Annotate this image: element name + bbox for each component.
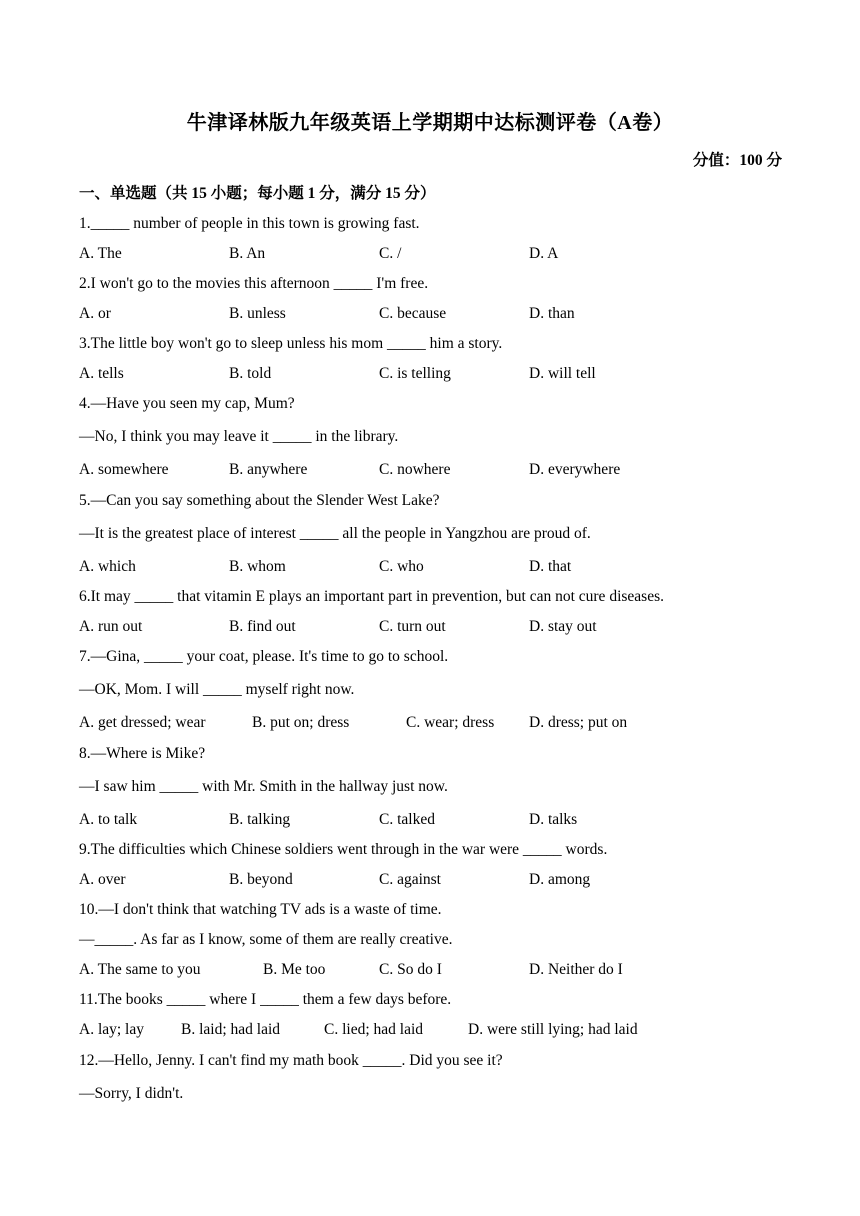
option-c: C. / [379, 245, 402, 262]
question-4-options [79, 458, 779, 489]
option-d: D. will tell [529, 365, 596, 382]
option-a: A. run out [79, 618, 143, 635]
option-a: A. or [79, 305, 111, 322]
question-12-stem-reply: —Sorry, I didn't. [79, 1085, 184, 1102]
option-a: A. tells [79, 365, 124, 382]
question-8-stem-reply: —I saw him _____ with Mr. Smith in the hallway just now. [79, 778, 448, 795]
option-a: A. lay; lay [79, 1021, 144, 1038]
option-b: B. An [229, 245, 266, 262]
option-a: A. which [79, 558, 136, 575]
option-b: B. unless [229, 305, 286, 322]
option-d: D. than [529, 305, 575, 322]
question-3-options [79, 362, 779, 392]
option-b: B. anywhere [229, 461, 308, 478]
question-10-stem: 10.—I don't think that watching TV ads is a waste of time. [79, 901, 442, 918]
question-8-options [79, 808, 779, 838]
option-c: C. talked [379, 811, 435, 828]
option-d: D. Neither do I [529, 961, 623, 978]
option-d: D. were still lying; had laid [468, 1021, 638, 1038]
question-6-stem: 6.It may _____ that vitamin E plays an important part in prevention, but can not cure diseases. [79, 588, 664, 605]
option-c: C. because [379, 305, 447, 322]
question-10-options [79, 958, 779, 988]
question-5-stem-reply: —It is the greatest place of interest _____ all the people in Yangzhou are proud of. [79, 525, 591, 542]
option-c: C. lied; had laid [324, 1021, 424, 1038]
option-c: C. turn out [379, 618, 446, 635]
question-10-stem-reply: —_____. As far as I know, some of them are really creative. [79, 931, 453, 948]
question-8-stem: 8.—Where is Mike? [79, 745, 206, 762]
option-b: B. laid; had laid [181, 1021, 281, 1038]
question-5-stem: 5.—Can you say something about the Slender West Lake? [79, 492, 440, 509]
question-4-stem: 4.—Have you seen my cap, Mum? [79, 395, 295, 412]
option-c: C. who [379, 558, 424, 575]
question-2-stem: 2.I won't go to the movies this afternoon _____ I'm free. [79, 275, 429, 292]
option-a: A. The same to you [79, 961, 201, 978]
question-11-options [79, 1018, 779, 1049]
question-6-options [79, 615, 779, 645]
option-a: A. over [79, 871, 126, 888]
option-b: B. beyond [229, 871, 293, 888]
option-d: D. everywhere [529, 461, 621, 478]
question-7-options [79, 711, 779, 742]
question-5-options [79, 555, 779, 585]
question-7-stem: 7.—Gina, _____ your coat, please. It's time to go to school. [79, 648, 449, 665]
option-b: B. Me too [263, 961, 326, 978]
question-1-options [79, 242, 779, 272]
question-1-stem: 1._____ number of people in this town is growing fast. [79, 215, 420, 232]
option-b: B. put on; dress [252, 714, 350, 731]
option-d: D. stay out [529, 618, 597, 635]
option-b: B. talking [229, 811, 291, 828]
option-a: A. get dressed; wear [79, 714, 206, 731]
section-heading: 一、单选题（共 15 小题；每小题 1 分，满分 15 分） [79, 185, 436, 202]
option-b: B. find out [229, 618, 296, 635]
option-d: D. that [529, 558, 572, 575]
question-2-options [79, 302, 779, 332]
option-a: A. to talk [79, 811, 138, 828]
question-7-stem-reply: —OK, Mom. I will _____ myself right now. [79, 681, 355, 698]
question-12-stem: 12.—Hello, Jenny. I can't find my math book _____. Did you see it? [79, 1052, 503, 1069]
option-b: B. told [229, 365, 272, 382]
option-d: D. among [529, 871, 591, 888]
option-c: C. is telling [379, 365, 451, 382]
option-c: C. So do I [379, 961, 442, 978]
question-4-stem-reply: —No, I think you may leave it _____ in the library. [79, 428, 399, 445]
option-b: B. whom [229, 558, 286, 575]
total-score: 分值：100 分 [692, 152, 782, 169]
option-a: A. somewhere [79, 461, 169, 478]
page-title: 牛津译林版九年级英语上学期期中达标测评卷（A卷） [186, 112, 674, 134]
question-list [79, 212, 779, 1115]
option-c: C. wear; dress [406, 714, 495, 731]
question-11-stem: 11.The books _____ where I _____ them a few days before. [79, 991, 452, 1008]
question-3-stem: 3.The little boy won't go to sleep unless his mom _____ him a story. [79, 335, 503, 352]
option-c: C. nowhere [379, 461, 451, 478]
option-d: D. A [529, 245, 559, 262]
option-a: A. The [79, 245, 122, 262]
option-d: D. talks [529, 811, 578, 828]
question-9-stem: 9.The difficulties which Chinese soldiers went through in the war were _____ words. [79, 841, 608, 858]
option-d: D. dress; put on [529, 714, 628, 731]
question-9-options [79, 868, 779, 898]
option-c: C. against [379, 871, 441, 888]
